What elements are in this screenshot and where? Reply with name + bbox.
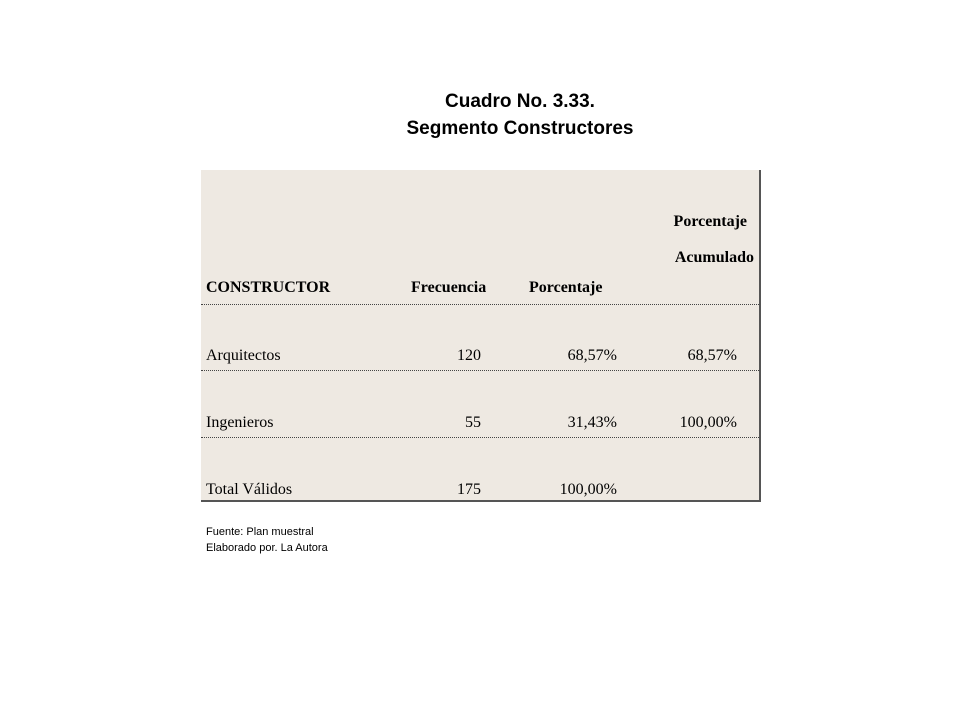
header-frecuencia: Frecuencia [411,279,487,296]
table-subtitle: Segmento Constructores [406,118,634,139]
source-note [206,524,328,556]
row-constructor: Arquitectos [206,347,281,364]
table-title: Cuadro No. 3.33. [445,91,595,112]
header-porcentaje-acumulado-line2: Acumulado [674,249,754,266]
table-header-row [201,170,759,305]
row-porcentaje: 31,43% [567,414,617,431]
row-acumulado: 68,57% [687,347,737,364]
constructores-table [201,170,761,502]
header-constructor: CONSTRUCTOR [206,279,331,296]
table-row-total [201,438,759,500]
author-line: Elaborado por. La Autora [206,542,328,554]
row-porcentaje: 68,57% [567,347,617,364]
row-frecuencia: 55 [465,414,481,431]
row-constructor: Total Válidos [206,481,293,498]
row-frecuencia: 175 [457,481,481,498]
row-acumulado: 100,00% [679,414,737,431]
row-porcentaje: 100,00% [559,481,617,498]
row-frecuencia: 120 [457,347,481,364]
header-porcentaje: Porcentaje [529,279,603,296]
source-line: Fuente: Plan muestral [206,526,314,538]
header-porcentaje-acumulado-line1: Porcentaje [673,213,747,230]
row-constructor: Ingenieros [206,414,274,431]
table-row [201,304,759,371]
table-row [201,371,759,438]
